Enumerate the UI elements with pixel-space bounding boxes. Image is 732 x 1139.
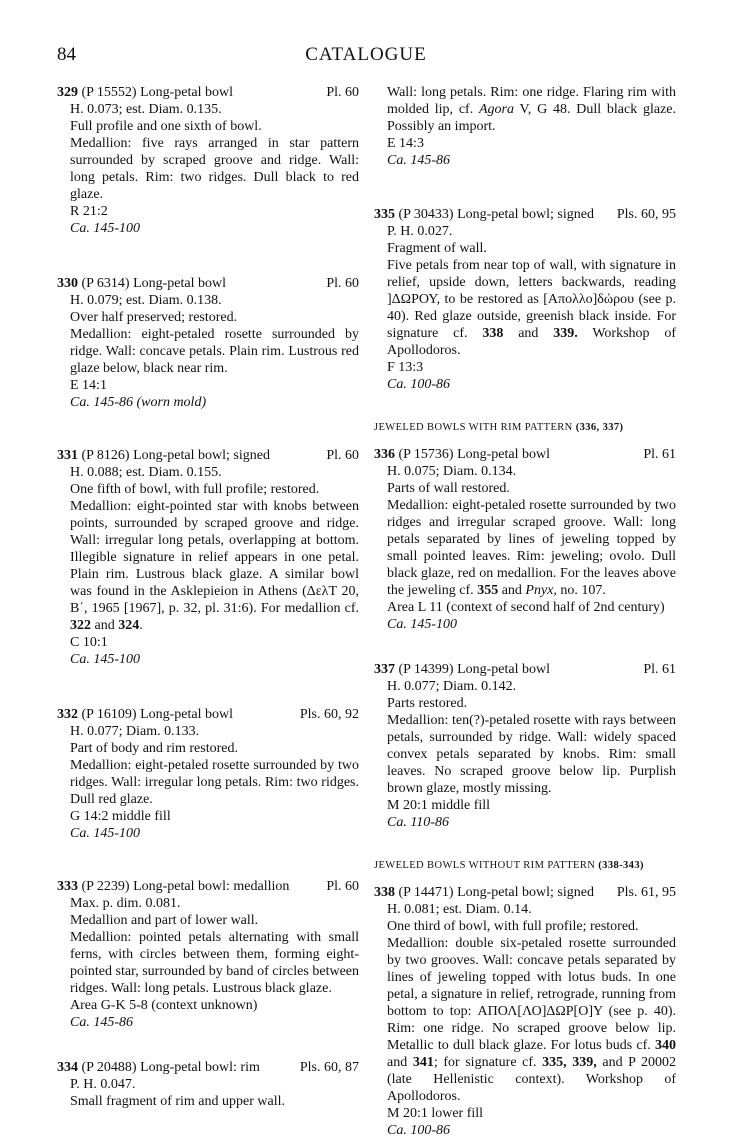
section-heading-label: JEWELED BOWLS WITHOUT RIM PATTERN	[374, 860, 596, 871]
entry-title: (P 6314) Long-petal bowl	[81, 276, 227, 291]
entry-heading	[374, 661, 676, 678]
description-text: ; for signature cf.	[433, 1055, 537, 1070]
entry-plates: Pl. 61	[643, 662, 676, 677]
entry-dimensions: H. 0.073; est. Diam. 0.135.	[70, 102, 222, 117]
entry-description: Medallion: eight-petaled rosette surrounded by two ridges. Wall: irregular long petals. Rim: two ridges. Dull red glaze.	[70, 758, 359, 807]
entry-title: (P 2239) Long-petal bowl: medallion	[81, 879, 290, 894]
description-text: Wall: long petals. Rim: one ridge. Flaring rim with molded lip, cf.	[387, 85, 676, 117]
catalogue-entry-336	[374, 446, 676, 633]
entry-description	[374, 257, 676, 359]
left-column	[57, 84, 359, 1110]
entry-grid: M 20:1 lower fill	[387, 1106, 484, 1121]
entry-plates: Pl. 60	[326, 85, 359, 100]
entry-dimensions: H. 0.081; est. Diam. 0.14.	[387, 902, 532, 917]
entry-number: 334	[57, 1060, 78, 1075]
entry-description	[374, 935, 676, 1105]
page-number: 84	[57, 44, 76, 65]
entry-preservation: Over half preserved; restored.	[70, 310, 238, 325]
entry-plates: Pls. 60, 92	[299, 707, 359, 722]
section-heading-range: (336, 337)	[575, 422, 624, 433]
entry-date: Ca. 145-100	[387, 617, 457, 632]
entry-number: 336	[374, 447, 395, 462]
entry-plates: Pl. 60	[326, 448, 359, 463]
entry-preservation: Fragment of wall.	[387, 241, 487, 256]
entry-description: Medallion: ten(?)-petaled rosette with rays between petals, surrounded by ridge. Wall: widely spaced convex petals separated by knobs. Rim: small leaves. No scraped groove below lip. Purplish brown glaze, mostly missing.	[387, 713, 676, 796]
entry-preservation: Part of body and rim restored.	[70, 741, 238, 756]
entry-date: Ca. 145-86	[387, 153, 450, 168]
entry-title: (P 15552) Long-petal bowl	[81, 85, 234, 100]
right-column	[374, 84, 676, 1139]
catalogue-entry-329	[57, 84, 359, 237]
cross-reference[interactable]: 335,	[542, 1055, 567, 1070]
entry-grid: R 21:2	[70, 204, 108, 219]
entry-dimensions: H. 0.075; Diam. 0.134.	[387, 464, 517, 479]
cross-reference[interactable]: 339.	[553, 326, 578, 341]
entry-number: 330	[57, 276, 78, 291]
catalogue-entry-330	[57, 275, 359, 411]
entry-date: Ca. 145-100	[70, 221, 140, 236]
entry-preservation: Parts restored.	[387, 696, 468, 711]
description-text: Workshop of Apollodoros.	[387, 326, 677, 358]
entry-dimensions: H. 0.079; est. Diam. 0.138.	[70, 293, 222, 308]
entry-plates: Pl. 60	[326, 276, 359, 291]
entry-title: (P 14399) Long-petal bowl	[398, 662, 551, 677]
catalogue-entry-333	[57, 878, 359, 1031]
entry-dimensions: H. 0.077; Diam. 0.133.	[70, 724, 200, 739]
entry-title: (P 30433) Long-petal bowl; signed	[398, 207, 594, 222]
conjunction: and	[94, 618, 115, 633]
entry-grid: G 14:2 middle fill	[70, 809, 171, 824]
entry-description: Medallion: pointed petals alternating with small ferns, with circles between them, forming eight-pointed star, surrounded by band of circles between ridges. Wall: long petals. Lustrous black glaze.	[70, 930, 359, 996]
publication-title: Pnyx,	[525, 583, 557, 598]
section-heading	[374, 857, 676, 874]
description-text: no. 107.	[560, 583, 606, 598]
entry-heading	[374, 446, 676, 463]
entry-description: Medallion: five rays arranged in star pattern surrounded by scraped groove and ridge. Wall: long petals. Rim: two ridges. Dull black to red glaze.	[70, 136, 359, 202]
description-text: Medallion: eight-petaled rosette surrounded by two ridges and irregular scraped groove. Wall: long petals separated by lines of jeweling topped by small pointed leaves. Rim: jeweling; ovolo. Dull black glaze, red on medallion. For the leaves above the jeweling cf.	[387, 498, 676, 598]
entry-grid: C 10:1	[70, 635, 108, 650]
entry-dimensions: H. 0.077; Diam. 0.142.	[387, 679, 517, 694]
entry-plates: Pls. 60, 87	[299, 1060, 359, 1075]
entry-title: (P 20488) Long-petal bowl: rim	[81, 1060, 260, 1075]
entry-grid: F 13:3	[387, 360, 424, 375]
catalogue-entry-337	[374, 661, 676, 831]
description-text: V, G 48. Dull black glaze. Possibly an import.	[387, 102, 677, 134]
conjunction: and	[518, 326, 539, 341]
entry-number: 338	[374, 885, 395, 900]
cross-reference[interactable]: 340	[655, 1038, 676, 1053]
conjunction: and	[387, 1055, 408, 1070]
cross-reference[interactable]: 338	[482, 326, 504, 341]
entry-grid: Area G-K 5-8 (context unknown)	[70, 998, 258, 1013]
entry-heading	[57, 878, 359, 895]
entry-heading	[374, 884, 676, 901]
publication-title: Agora	[478, 102, 514, 117]
entry-grid: E 14:1	[70, 378, 107, 393]
entry-date: Ca. 100-86	[387, 1123, 450, 1138]
entry-heading	[57, 275, 359, 292]
entry-number: 329	[57, 85, 78, 100]
entry-number: 335	[374, 207, 395, 222]
entry-date: Ca. 145-86	[70, 1015, 133, 1030]
entry-heading	[57, 706, 359, 723]
catalogue-entry-334-continued	[374, 84, 676, 169]
description-text: and P 20002 (late Hellenistic context). Workshop of Apollodoros.	[387, 1055, 677, 1104]
entry-grid: Area L 11 (context of second half of 2nd century)	[387, 600, 665, 615]
section-heading	[374, 419, 676, 436]
conjunction: and	[501, 583, 522, 598]
entry-number: 333	[57, 879, 78, 894]
entry-title: (P 14471) Long-petal bowl; signed	[398, 885, 594, 900]
entry-date: Ca. 110-86	[387, 815, 449, 830]
section-heading-range: (338-343)	[598, 860, 644, 871]
entry-preservation: One third of bowl, with full profile; restored.	[387, 919, 639, 934]
entry-preservation: Parts of wall restored.	[387, 481, 510, 496]
entry-title: (P 15736) Long-petal bowl	[398, 447, 551, 462]
entry-heading	[57, 84, 359, 101]
entry-preservation: Full profile and one sixth of bowl.	[70, 119, 262, 134]
entry-date: Ca. 100-86	[387, 377, 450, 392]
catalogue-entry-334	[57, 1059, 359, 1110]
entry-heading	[57, 1059, 359, 1076]
entry-plates: Pls. 61, 95	[616, 885, 676, 900]
catalogue-entry-338	[374, 884, 676, 1139]
entry-grid: M 20:1 middle fill	[387, 798, 491, 813]
cross-reference[interactable]: 324	[118, 618, 140, 633]
entry-number: 332	[57, 707, 78, 722]
cross-reference[interactable]: 322	[70, 618, 91, 633]
entry-dimensions: P. H. 0.027.	[387, 224, 453, 239]
entry-description: Medallion: eight-pointed star with knobs between points, surrounded by scraped groove and ridge. Wall: irregular long petals, overlapping at bottom. Illegible signature in relief appears in one petal. Plain rim. Lustrous black glaze. A similar bowl was found in the Asklepieion in Athens (ΔελΤ 20, Β΄, 1965 [1967], p. 32, pl. 31:6). For medallion cf. 322 and 324.	[70, 499, 359, 633]
entry-preservation: One fifth of bowl, with full profile; restored.	[70, 482, 320, 497]
entry-dimensions: H. 0.088; est. Diam. 0.155.	[70, 465, 222, 480]
entry-heading	[374, 206, 676, 223]
entry-title: (P 16109) Long-petal bowl	[81, 707, 234, 722]
entry-preservation: Medallion and part of lower wall.	[70, 913, 259, 928]
entry-description: Medallion: eight-petaled rosette surrounded by ridge. Wall: concave petals. Plain rim. Lustrous red glaze below, black near rim.	[70, 327, 359, 376]
entry-preservation: Small fragment of rim and upper wall.	[70, 1094, 285, 1109]
catalogue-entry-331	[57, 447, 359, 668]
entry-plates: Pl. 61	[643, 447, 676, 462]
entry-plates: Pl. 60	[326, 879, 359, 894]
entry-date: Ca. 145-86 (worn mold)	[70, 395, 207, 410]
entry-number: 337	[374, 662, 395, 677]
cross-reference[interactable]: 355	[477, 583, 499, 598]
entry-dimensions: P. H. 0.047.	[70, 1077, 136, 1092]
entry-date: Ca. 145-100	[70, 826, 140, 841]
entry-description	[374, 84, 676, 135]
entry-number: 331	[57, 448, 78, 463]
entry-title: (P 8126) Long-petal bowl; signed	[81, 448, 270, 463]
description-text: Medallion: eight-pointed star with knobs between points, surrounded by scraped groove and ridge. Wall: irregular long petals, overlapping at bottom. Illegible signature in relief appears in one petal. Plain rim. Lustrous black glaze. A similar bowl was found in the Asklepieion in Athens (ΔελΤ 20, Β΄, 1965 [1967], p. 32, pl. 31:6). For medallion cf.	[70, 499, 359, 616]
entry-heading	[57, 447, 359, 464]
entry-description	[374, 497, 676, 599]
description-text: Five petals from near top of wall, with signature in relief, upside down, letters backwards, reading ]ΔΩΡΟΥ, to be restored as [Απολλο]δώρου (see p. 40). Red glaze outside, greenish black inside. For signature cf.	[387, 258, 676, 341]
entry-grid: E 14:3	[387, 136, 424, 151]
section-heading-label: JEWELED BOWLS WITH RIM PATTERN	[374, 422, 573, 433]
running-head: CATALOGUE	[305, 44, 427, 65]
cross-reference[interactable]: 341	[412, 1055, 434, 1070]
catalogue-entry-332	[57, 706, 359, 842]
entry-dimensions: Max. p. dim. 0.081.	[70, 896, 181, 911]
entry-date: Ca. 145-100	[70, 652, 140, 667]
catalogue-entry-335	[374, 206, 676, 393]
entry-plates: Pls. 60, 95	[616, 207, 676, 222]
cross-reference[interactable]: 339,	[572, 1055, 597, 1070]
description-text: Medallion: double six-petaled rosette surrounded by two grooves. Wall: concave petals separated by lines of jeweling topped with lotus buds. In one petal, a signature in relief, retrograde, running from bottom to top: ΑΠΟΛ[ΛΟ]ΔΩΡ[Ο]Υ (see p. 40). Rim: one ridge. No scraped groove below lip. Metallic to dull black glaze. For lotus buds cf.	[387, 936, 676, 1053]
